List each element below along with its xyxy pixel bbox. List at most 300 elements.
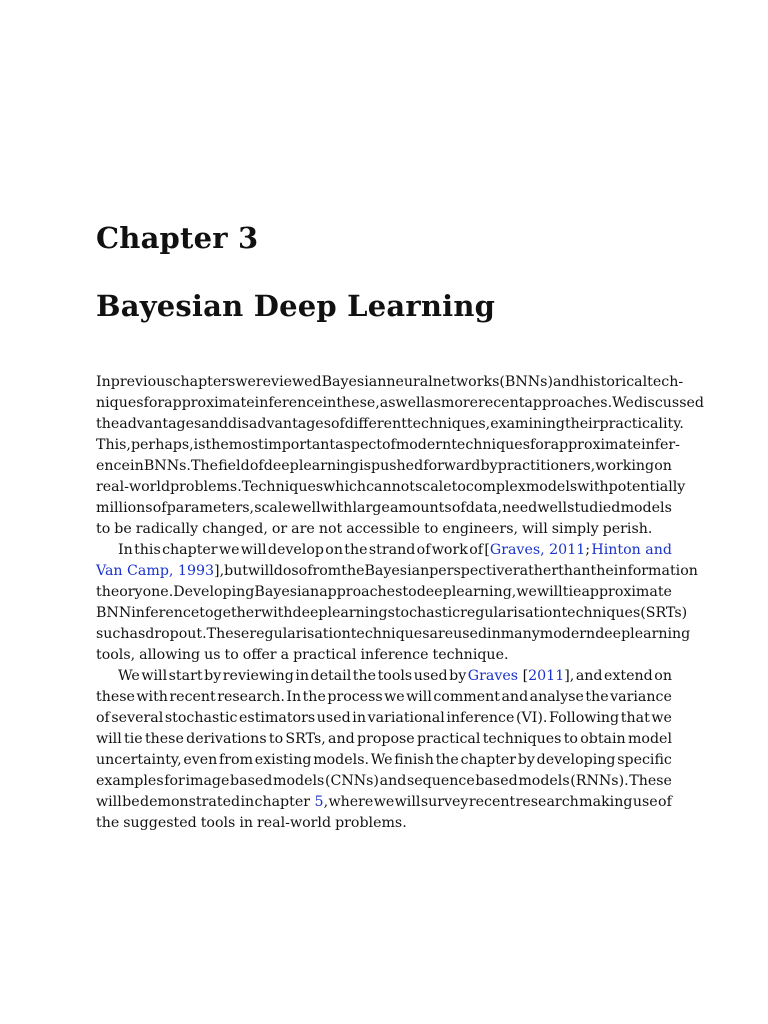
word: but — [224, 563, 248, 579]
word: with — [136, 689, 168, 705]
text-line — [96, 729, 672, 750]
word: suggested — [123, 815, 197, 831]
word: Bayesian — [254, 584, 320, 600]
text-line — [96, 708, 672, 729]
word: will — [248, 563, 274, 579]
word: than — [558, 563, 591, 579]
word: tech- — [647, 374, 684, 390]
word: ence — [96, 458, 130, 474]
word: for — [143, 395, 165, 411]
chapter-number: Chapter 3 — [96, 221, 259, 255]
word: and — [328, 731, 355, 747]
word: chapters — [172, 374, 236, 390]
word: working — [595, 458, 655, 474]
word: chapter 5, — [254, 794, 329, 810]
word: strand — [368, 542, 416, 558]
word: stochastic — [387, 605, 461, 621]
word: as — [425, 395, 441, 411]
word: many — [500, 626, 540, 642]
word: BNN — [96, 605, 132, 621]
word: stochastic — [164, 710, 238, 726]
word: most — [228, 437, 264, 453]
word: simply — [551, 521, 599, 537]
word: Graves [2011], — [467, 668, 575, 684]
word: together — [199, 605, 261, 621]
word: perish. — [602, 521, 653, 537]
word: will — [96, 794, 122, 810]
word: image — [185, 773, 230, 789]
word: regularisation — [460, 605, 562, 621]
word: We — [370, 752, 393, 768]
word: information — [613, 563, 698, 579]
word: well — [395, 395, 426, 411]
word: (RNNs). — [570, 773, 629, 789]
word: models — [518, 773, 570, 789]
word: historical — [579, 374, 648, 390]
word: sequence — [406, 773, 475, 789]
word: We — [118, 668, 140, 684]
word: Van Camp, 1993], — [96, 563, 225, 579]
word: These — [206, 626, 250, 642]
word: deep — [595, 626, 631, 642]
text-line — [96, 498, 672, 519]
word: demonstrated — [140, 794, 241, 810]
word: practical — [293, 647, 357, 663]
text-line — [96, 792, 672, 813]
word: perspective — [429, 563, 513, 579]
word: we — [218, 542, 240, 558]
word: (VI). — [515, 710, 548, 726]
word: in — [130, 458, 144, 474]
word: reviewing — [222, 668, 294, 684]
word: will — [536, 584, 563, 600]
word: us — [204, 647, 221, 663]
text-line — [96, 414, 684, 435]
word: reviewed — [255, 374, 322, 390]
word: with — [261, 605, 293, 621]
word: We — [612, 395, 634, 411]
word: the — [585, 689, 609, 705]
word: [Graves, 2011; — [484, 542, 591, 558]
word: specific — [617, 752, 672, 768]
word: approximate — [550, 437, 642, 453]
word: obtain — [580, 731, 626, 747]
word: used — [453, 626, 488, 642]
word: detail — [310, 668, 352, 684]
word: models — [273, 773, 325, 789]
word: we — [651, 710, 672, 726]
word: a — [280, 647, 290, 663]
word: and — [575, 668, 603, 684]
word: or — [271, 521, 288, 537]
word: millions — [96, 500, 153, 516]
word: to — [224, 647, 239, 663]
word: of — [658, 794, 672, 810]
text-line — [96, 813, 672, 834]
word: deep — [263, 458, 299, 474]
citation-link[interactable]: Graves, 2011 — [489, 542, 586, 558]
word: examples — [96, 773, 164, 789]
word: with — [320, 500, 353, 516]
word: of — [331, 416, 345, 432]
word: research — [515, 794, 579, 810]
word: by — [204, 668, 222, 684]
citation-link[interactable]: Van Camp, 1993 — [96, 563, 215, 579]
word: where — [328, 794, 374, 810]
word: modern — [395, 437, 452, 453]
word: to — [424, 521, 439, 537]
word: in — [487, 626, 501, 642]
word: learning — [630, 626, 691, 642]
word: from — [307, 563, 342, 579]
word: uncertainty, — [96, 752, 182, 768]
word: well — [537, 500, 567, 516]
word: work — [431, 542, 468, 558]
word: in — [240, 794, 255, 810]
word: engineers, — [442, 521, 518, 537]
word: of — [451, 500, 466, 516]
word: the — [590, 563, 614, 579]
word: to — [563, 731, 578, 747]
word: practical — [416, 731, 481, 747]
text-line — [96, 561, 698, 582]
word: will — [240, 542, 267, 558]
word: inference — [254, 395, 323, 411]
word: model — [627, 731, 672, 747]
word: well — [291, 500, 321, 516]
word: perhaps, — [130, 437, 194, 453]
word: based — [230, 773, 273, 789]
text-line — [96, 771, 672, 792]
text-line — [96, 603, 688, 624]
word: Bayesian — [364, 563, 430, 579]
word: real-world — [96, 479, 171, 495]
word: approaches. — [524, 395, 613, 411]
word: and — [501, 689, 529, 705]
word: techniques — [561, 605, 641, 621]
word: and — [553, 374, 580, 390]
word: recent — [169, 689, 216, 705]
word: In — [96, 374, 111, 390]
word: practitioners, — [497, 458, 596, 474]
text-line — [96, 666, 672, 687]
word: analyse — [529, 689, 584, 705]
text-line — [96, 582, 672, 603]
word: to — [451, 479, 466, 495]
word: large — [352, 500, 390, 516]
word: modern — [539, 626, 596, 642]
word: we — [373, 794, 395, 810]
word: extend — [604, 668, 653, 684]
word: comment — [433, 689, 500, 705]
word: the — [352, 668, 377, 684]
word: learning — [327, 605, 388, 621]
word: these, — [336, 395, 380, 411]
word: one. — [142, 584, 174, 600]
word: based — [475, 773, 518, 789]
word: Developing — [173, 584, 255, 600]
word: learning — [298, 458, 359, 474]
word: aspect — [335, 437, 383, 453]
word: techniques, — [406, 416, 491, 432]
word: from — [219, 752, 254, 768]
text-line — [96, 624, 691, 645]
word: different — [344, 416, 407, 432]
word: techniques — [451, 437, 530, 453]
word: previous — [110, 374, 173, 390]
word: technique. — [432, 647, 509, 663]
word: deep — [292, 605, 328, 621]
word: approaches — [319, 584, 403, 600]
word: Following — [549, 710, 620, 726]
text-line — [96, 687, 672, 708]
word: are — [291, 521, 315, 537]
word: tools — [200, 815, 236, 831]
word: accessible — [346, 521, 421, 537]
word: is — [359, 458, 371, 474]
word: will — [141, 668, 168, 684]
text-line — [96, 456, 672, 477]
word: important — [263, 437, 336, 453]
word: are — [429, 626, 454, 642]
word: of — [96, 710, 110, 726]
word: making — [579, 794, 633, 810]
word: data, — [465, 500, 503, 516]
paragraph — [96, 540, 698, 666]
word: and — [201, 416, 229, 432]
word: networks — [432, 374, 500, 390]
word: survey — [420, 794, 469, 810]
word: recent — [468, 794, 516, 810]
word: of — [469, 542, 483, 558]
word: be — [114, 521, 132, 537]
text-line — [96, 393, 704, 414]
word: inference — [360, 647, 429, 663]
word: more — [440, 395, 479, 411]
word: do — [273, 563, 292, 579]
word: This, — [96, 437, 131, 453]
word: of — [249, 458, 264, 474]
word: so — [291, 563, 308, 579]
word: which — [323, 479, 367, 495]
word: as — [129, 626, 146, 642]
word: to — [268, 731, 284, 747]
word: and — [379, 773, 407, 789]
word: the — [302, 689, 326, 705]
word: the — [341, 563, 365, 579]
word: for — [164, 773, 185, 789]
word: chapter — [460, 752, 517, 768]
word: by — [449, 668, 467, 684]
word: practicality. — [599, 416, 684, 432]
word: in — [239, 815, 253, 831]
word: (BNNs) — [499, 374, 553, 390]
word — [591, 540, 672, 561]
word: studied — [567, 500, 621, 516]
word: Techniques — [241, 479, 324, 495]
word: will — [521, 521, 548, 537]
word: disadvantages — [228, 416, 331, 432]
word: rather — [512, 563, 559, 579]
word: models — [525, 479, 578, 495]
paragraph — [96, 372, 704, 540]
word: SRTs, — [285, 731, 326, 747]
word: allowing — [139, 647, 201, 663]
word: forward — [423, 458, 481, 474]
word: In — [286, 689, 302, 705]
word: of — [382, 437, 396, 453]
word: variance — [610, 689, 672, 705]
word: examining — [490, 416, 565, 432]
word: niques — [96, 395, 144, 411]
word: finish — [394, 752, 434, 768]
text-line — [96, 477, 686, 498]
word: changed, — [202, 521, 268, 537]
word: In — [118, 542, 133, 558]
word: propose — [356, 731, 415, 747]
word: use — [632, 794, 658, 810]
word: techniques — [482, 731, 562, 747]
word: derivations — [186, 731, 267, 747]
word: we — [516, 584, 537, 600]
word: in — [352, 710, 366, 726]
word: The — [191, 458, 219, 474]
word: problems. — [335, 815, 407, 831]
word: deep — [416, 584, 452, 600]
word: used — [316, 710, 351, 726]
word: existing — [254, 752, 312, 768]
word: develop — [267, 542, 324, 558]
word: learning, — [451, 584, 517, 600]
word: offer — [242, 647, 277, 663]
word: will — [96, 731, 122, 747]
word: (SRTs) — [640, 605, 688, 621]
word: of — [152, 500, 167, 516]
word: on — [654, 668, 672, 684]
word: the — [205, 437, 229, 453]
word: in — [322, 395, 337, 411]
citation-link[interactable]: 2011 — [528, 668, 565, 684]
word: theory — [96, 584, 143, 600]
citation-link[interactable]: Hinton and — [591, 542, 672, 558]
word: used — [413, 668, 448, 684]
word: to — [402, 584, 417, 600]
word: variational — [367, 710, 445, 726]
word: inference — [446, 710, 515, 726]
word: real-world — [257, 815, 332, 831]
word: techniques — [350, 626, 430, 642]
word: field — [218, 458, 250, 474]
word: we — [384, 689, 405, 705]
word: on — [325, 542, 343, 558]
word: in — [295, 668, 310, 684]
word: research. — [217, 689, 285, 705]
text-line — [96, 750, 672, 771]
word: potentially — [608, 479, 686, 495]
word: these — [144, 731, 184, 747]
word: tools, — [96, 647, 136, 663]
word: such — [96, 626, 130, 642]
word: as — [379, 395, 396, 411]
word: recent — [478, 395, 525, 411]
chapter-title: Bayesian Deep Learning — [96, 289, 496, 323]
word: the — [96, 416, 120, 432]
word: on — [654, 458, 672, 474]
word: will — [394, 794, 421, 810]
word: even — [183, 752, 218, 768]
word: cannot — [366, 479, 415, 495]
word: their — [564, 416, 600, 432]
word: for — [529, 437, 551, 453]
word: pushed — [371, 458, 424, 474]
word: discussed — [633, 395, 704, 411]
word: models — [620, 500, 672, 516]
word: the — [96, 815, 120, 831]
word: infer- — [641, 437, 680, 453]
word: process — [327, 689, 383, 705]
word: by — [480, 458, 498, 474]
word: regularisation — [249, 626, 351, 642]
text-line — [96, 519, 672, 540]
word: dropout. — [145, 626, 207, 642]
word: with — [577, 479, 609, 495]
word: will — [406, 689, 432, 705]
word: need — [502, 500, 538, 516]
word: developing — [536, 752, 616, 768]
chapter-body — [96, 372, 704, 834]
text-line — [96, 435, 680, 456]
word: start — [168, 668, 203, 684]
word: that — [620, 710, 650, 726]
citation-link[interactable]: 5 — [314, 794, 324, 810]
word: models. — [313, 752, 369, 768]
word: we — [235, 374, 256, 390]
word: to — [96, 521, 111, 537]
word: problems. — [170, 479, 242, 495]
word: the — [344, 542, 368, 558]
word: (CNNs) — [324, 773, 379, 789]
word: inference — [131, 605, 200, 621]
word: amounts — [389, 500, 452, 516]
word: radically — [135, 521, 199, 537]
word: tie — [562, 584, 582, 600]
word: these — [96, 689, 135, 705]
word: tie — [124, 731, 143, 747]
word: parameters, — [166, 500, 255, 516]
word: estimators — [239, 710, 316, 726]
word: advantages — [119, 416, 202, 432]
word: complex — [465, 479, 526, 495]
word: scale — [415, 479, 452, 495]
word: tools — [377, 668, 413, 684]
word: chapter — [162, 542, 218, 558]
word: neural — [386, 374, 433, 390]
text-line — [96, 372, 684, 393]
paragraph — [96, 666, 672, 834]
word: is — [193, 437, 206, 453]
word: by — [517, 752, 535, 768]
word: be — [122, 794, 140, 810]
word: approximate — [164, 395, 255, 411]
word: several — [111, 710, 164, 726]
word: not — [318, 521, 343, 537]
word: BNNs. — [143, 458, 191, 474]
citation-link[interactable]: Graves — [467, 668, 519, 684]
word: the — [435, 752, 459, 768]
text-line — [96, 645, 672, 666]
word: scale — [254, 500, 291, 516]
word: approximate — [581, 584, 672, 600]
